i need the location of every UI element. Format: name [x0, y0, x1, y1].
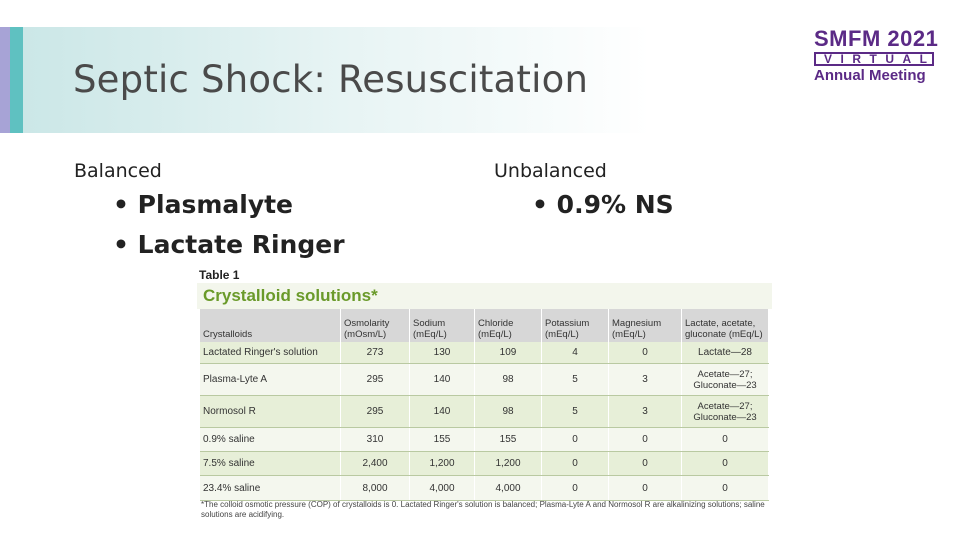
table-row — [200, 364, 769, 396]
table-cell: 3 — [609, 396, 682, 428]
balanced-heading: Balanced — [74, 160, 162, 182]
logo-line-3: Annual Meeting — [814, 67, 926, 84]
table-cell: 0 — [542, 452, 609, 476]
table-cell: 4,000 — [475, 476, 542, 501]
table-cell: Lactate—28 — [682, 342, 769, 364]
table-label: Table 1 — [199, 268, 240, 282]
table-cell: 0 — [542, 476, 609, 501]
table-cell: 8,000 — [341, 476, 410, 501]
header-potassium: Potassium (mEq/L) — [542, 309, 609, 342]
table-cell: 155 — [410, 428, 475, 452]
table-cell: Plasma-Lyte A — [200, 364, 341, 396]
table-cell: 295 — [341, 396, 410, 428]
table-row — [200, 428, 769, 452]
table-cell: 140 — [410, 364, 475, 396]
header-lactate-acetate: Lactate, acetate, gluconate (mEq/L) — [682, 309, 769, 342]
table-cell: 3 — [609, 364, 682, 396]
smfm-logo — [812, 26, 939, 84]
unbalanced-heading: Unbalanced — [494, 160, 607, 182]
table-footnote: *The colloid osmotic pressure (COP) of crystalloids is 0. Lactated Ringer's solution is balanced; Plasma-Lyte A and Normosol R are alkalinizing solutions; saline solutions are acidifying. — [201, 500, 765, 519]
table-cell: 0 — [609, 342, 682, 364]
table-cell: 130 — [410, 342, 475, 364]
table-row — [200, 342, 769, 364]
header-chloride: Chloride (mEq/L) — [475, 309, 542, 342]
header-crystalloids: Crystalloids — [200, 309, 341, 342]
table-cell: Normosol R — [200, 396, 341, 428]
table-cell: 155 — [475, 428, 542, 452]
table-cell: 5 — [542, 396, 609, 428]
table-cell: Acetate—27; Gluconate—23 — [682, 364, 769, 396]
bullet-lactate-ringer: • Lactate Ringer — [113, 230, 345, 259]
table-row — [200, 452, 769, 476]
header-osmolarity: Osmolarity (mOsm/L) — [341, 309, 410, 342]
table-cell: 0.9% saline — [200, 428, 341, 452]
table-cell: 98 — [475, 396, 542, 428]
header-sodium: Sodium (mEq/L) — [410, 309, 475, 342]
table-cell: 1,200 — [410, 452, 475, 476]
table-cell: 98 — [475, 364, 542, 396]
table-cell: 23.4% saline — [200, 476, 341, 501]
table-cell: 140 — [410, 396, 475, 428]
accent-bar-teal — [10, 27, 23, 133]
table-cell: 0 — [609, 452, 682, 476]
table-cell: 0 — [682, 476, 769, 501]
table-cell: 295 — [341, 364, 410, 396]
slide-title: Septic Shock: Resuscitation — [73, 58, 589, 101]
table-row — [200, 476, 769, 501]
table-caption: Crystalloid solutions* — [203, 286, 378, 305]
accent-bar-purple — [0, 27, 10, 133]
table-cell: 0 — [682, 452, 769, 476]
table-cell: 0 — [609, 428, 682, 452]
table-row — [200, 396, 769, 428]
table-cell: 4 — [542, 342, 609, 364]
table-cell: 0 — [542, 428, 609, 452]
table-cell: Lactated Ringer's solution — [200, 342, 341, 364]
header-magnesium: Magnesium (mEq/L) — [609, 309, 682, 342]
crystalloid-table — [200, 309, 769, 501]
table-cell: 0 — [609, 476, 682, 501]
table-cell: 7.5% saline — [200, 452, 341, 476]
bullet-plasmalyte: • Plasmalyte — [113, 190, 294, 219]
table-cell: 2,400 — [341, 452, 410, 476]
logo-line-2: VIRTUAL — [814, 52, 934, 66]
table-cell: 5 — [542, 364, 609, 396]
table-cell: 4,000 — [410, 476, 475, 501]
table-cell: 310 — [341, 428, 410, 452]
table-cell: 0 — [682, 428, 769, 452]
table-cell: 273 — [341, 342, 410, 364]
table-cell: Acetate—27; Gluconate—23 — [682, 396, 769, 428]
table-header-row — [200, 309, 769, 342]
logo-line-1: SMFM 2021 — [814, 26, 939, 51]
table-cell: 1,200 — [475, 452, 542, 476]
bullet-normal-saline: • 0.9% NS — [532, 190, 674, 219]
table-cell: 109 — [475, 342, 542, 364]
